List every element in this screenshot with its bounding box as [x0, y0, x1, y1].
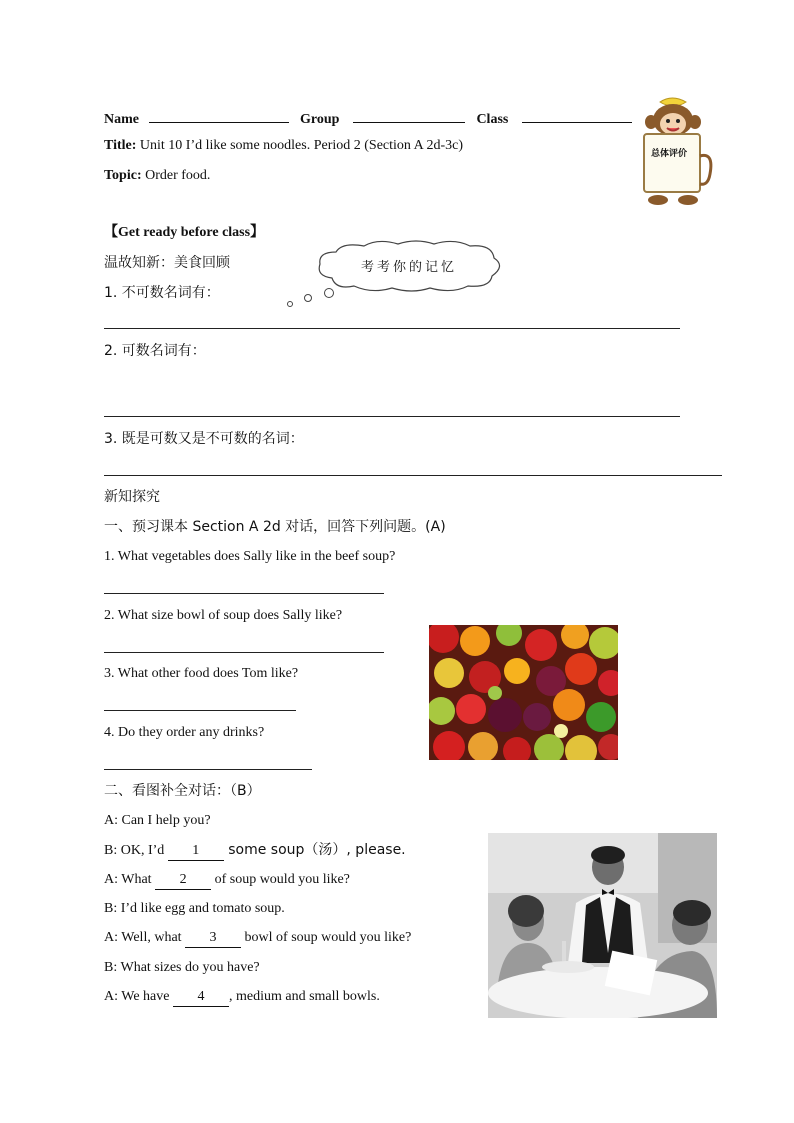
blank-1[interactable]: 1: [168, 842, 224, 861]
question-uncountable: 1. 不可数名词有：: [104, 285, 220, 301]
dialogue-text: of soup would you like?: [211, 872, 350, 887]
evaluation-label: 总体评价: [650, 149, 687, 159]
cloud-text: 考考你的记忆: [360, 260, 457, 275]
answer-line[interactable]: [104, 328, 680, 329]
answer-line[interactable]: [104, 416, 680, 417]
blank-4[interactable]: 4: [173, 988, 229, 1007]
dialogue-line-6: B: What sizes do you have?: [104, 960, 260, 975]
question-both: 3. 既是可数又是不可数的名词：: [104, 431, 304, 447]
part2-heading: 二、看图补全对话：（B）: [104, 783, 261, 799]
dialogue-line-7: [104, 988, 380, 1007]
group-label: Group: [300, 112, 340, 127]
dialogue-text: , medium and small bowls.: [228, 989, 380, 1004]
dialogue-line-5: [104, 929, 411, 948]
section-heading-explore: 新知探究: [104, 489, 160, 505]
topic-text: Order food.: [145, 168, 211, 183]
name-label: Name: [104, 112, 139, 127]
restaurant-photo: [488, 833, 717, 1018]
question-4: 4. Do they order any drinks?: [104, 725, 265, 740]
question-countable: 2. 可数名词有：: [104, 343, 206, 359]
title-text: Unit 10 I’d like some noodles. Period 2 (Section A 2d-3c): [139, 138, 464, 153]
dialogue-line-4: B: I’d like egg and tomato soup.: [104, 901, 285, 916]
question-1: 1. What vegetables does Sally like in the beef soup?: [104, 549, 396, 564]
answer-line[interactable]: [104, 475, 722, 476]
dialogue-line-2: [104, 841, 406, 861]
review-line: 温故知新：美食回顾: [104, 255, 230, 271]
blank-3[interactable]: 3: [185, 929, 241, 948]
name-blank[interactable]: [149, 108, 289, 123]
class-blank[interactable]: [522, 108, 632, 123]
part1-heading: 一、预习课本 Section A 2d 对话，回答下列问题。(A): [104, 519, 446, 535]
group-blank[interactable]: [353, 108, 465, 123]
class-label: Class: [476, 112, 509, 127]
fruit-photo: [429, 625, 618, 760]
answer-line[interactable]: [104, 710, 296, 711]
blank-2[interactable]: 2: [155, 871, 211, 890]
name-row: [104, 108, 632, 129]
thought-bubble: [324, 288, 334, 298]
title-label: Title:: [104, 138, 137, 153]
dialogue-line-3: [104, 871, 350, 890]
question-2: 2. What size bowl of soup does Sally like?: [104, 608, 343, 623]
title-row: [104, 137, 463, 155]
thought-bubble: [287, 301, 293, 307]
thought-bubble: [304, 294, 312, 302]
answer-line[interactable]: [104, 593, 384, 594]
dialogue-text: B: OK, I’d: [104, 843, 168, 858]
dialogue-text: bowl of soup would you like?: [241, 930, 412, 945]
section-heading-get-ready: 【Get ready before class】: [104, 225, 265, 240]
dialogue-text: some soup（汤）, please.: [223, 842, 406, 858]
answer-line[interactable]: [104, 652, 384, 653]
question-3: 3. What other food does Tom like?: [104, 666, 299, 681]
answer-line[interactable]: [104, 769, 312, 770]
topic-row: [104, 167, 210, 185]
topic-label: Topic:: [104, 168, 142, 183]
dialogue-text: A: Well, what: [104, 930, 186, 945]
dialogue-text: A: We have: [104, 989, 173, 1004]
dialogue-line-1: A: Can I help you?: [104, 813, 211, 828]
dialogue-text: A: What: [104, 872, 156, 887]
